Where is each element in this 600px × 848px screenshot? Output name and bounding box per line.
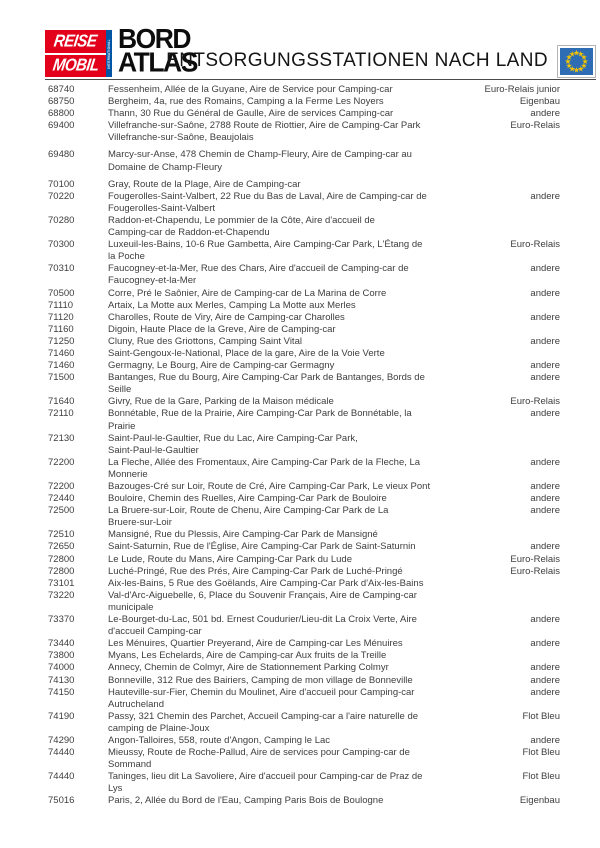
station-description-line: La Fleche, Allée des Fromentaux, Aire Camping-Car Park de la Fleche, La — [108, 456, 421, 468]
station-description-line: Passy, 321 Chemin des Parchet, Accueil Camping-car a l'aire naturelle de — [108, 710, 419, 722]
postal-code: 71500 — [48, 372, 75, 384]
station-description — [108, 120, 484, 144]
table-row — [48, 541, 560, 553]
station-description — [108, 396, 484, 408]
postal-code: 73440 — [48, 638, 75, 650]
postal-code: 72110 — [48, 408, 74, 420]
postal-code: 71250 — [48, 335, 75, 347]
station-description — [108, 96, 484, 108]
station-description — [108, 408, 484, 432]
station-description-line: d'accueil Camping-car — [108, 626, 202, 638]
station-description — [108, 481, 484, 493]
bordatlas-logo-line1: BORD — [118, 22, 191, 55]
postal-code: 74440 — [48, 771, 75, 783]
station-description-line: Camping-car de Raddon-et-Chapendu — [108, 227, 270, 239]
postal-code: 74130 — [48, 674, 75, 686]
station-description-line: Saint-Paul-le-Gaultier — [108, 444, 199, 456]
table-row — [48, 505, 560, 529]
reisemobil-logo-bars — [45, 30, 106, 77]
station-type: Euro-Relais — [510, 239, 560, 251]
table-row — [48, 662, 560, 674]
station-description-line: Bouloire, Chemin des Ruelles, Aire Camping-Car Park de Bouloire — [108, 493, 387, 505]
station-description-line: Fougerolles-Saint-Valbert, 22 Rue du Bas de Laval, Aire de Camping-car de — [108, 190, 427, 202]
station-description — [108, 687, 484, 711]
postal-code: 71120 — [48, 311, 74, 323]
table-row — [48, 493, 560, 505]
station-type: Eigenbau — [519, 795, 560, 807]
station-description-line: Fessenheim, Allée de la Guyane, Aire de Service pour Camping-car — [108, 84, 393, 95]
station-description-line: Digoin, Haute Place de la Greve, Aire de Camping-car — [108, 323, 336, 335]
station-description-line: Germagny, Le Bourg, Aire de Camping-car Germagny — [108, 360, 335, 372]
postal-code: 71460 — [48, 347, 75, 359]
station-description-line: Thann, 30 Rue du Général de Gaulle, Aire de services Camping-car — [108, 108, 394, 120]
postal-code: 74440 — [48, 747, 75, 759]
station-type: Euro-Relais — [510, 120, 560, 132]
postal-code: 73800 — [48, 650, 75, 662]
station-description — [108, 578, 484, 590]
station-type: andere — [530, 614, 560, 626]
postal-code: 72650 — [48, 541, 75, 553]
table-row — [48, 360, 560, 372]
station-description — [108, 771, 484, 795]
station-description — [108, 360, 484, 372]
table-row — [48, 263, 560, 287]
postal-code: 69480 — [48, 149, 75, 161]
station-description-line: Annecy, Chemin de Colmyr, Aire de Stationnement Parking Colmyr — [108, 662, 389, 674]
table-row — [48, 735, 560, 747]
station-description — [108, 650, 484, 662]
station-type: andere — [530, 108, 560, 120]
station-description — [108, 324, 484, 336]
postal-code: 72200 — [48, 456, 75, 468]
postal-code: 70100 — [48, 178, 75, 190]
station-description-line: Saint-Paul-le-Gaultier, Rue du Lac, Aire Camping-Car Park, — [108, 432, 358, 444]
table-row — [48, 614, 560, 638]
postal-code: 71640 — [48, 396, 75, 408]
table-row — [48, 372, 560, 396]
table-row — [48, 120, 560, 144]
bordatlas-logo-line2: ATLAS — [118, 46, 197, 78]
postal-code: 74000 — [48, 662, 75, 674]
table-row — [48, 348, 560, 360]
table-row — [48, 687, 560, 711]
postal-code: 73220 — [48, 589, 75, 601]
table-row — [48, 747, 560, 771]
table-row — [48, 529, 560, 541]
table-row — [48, 396, 560, 408]
table-row — [48, 795, 560, 807]
station-description-line: Givry, Rue de la Gare, Parking de la Maison médicale — [108, 396, 334, 408]
station-description-line: Sommand — [108, 759, 152, 771]
station-type: andere — [530, 493, 560, 505]
table-row — [48, 324, 560, 336]
station-description-line: Villefranche-sur-Saône, Beaujolais — [108, 132, 254, 144]
station-type: andere — [530, 335, 560, 347]
station-description — [108, 711, 484, 735]
station-description — [108, 239, 484, 263]
table-row — [48, 300, 560, 312]
table-row — [48, 566, 560, 578]
station-description-line: Mieussy, Route de Roche-Pallud, Aire de services pour Camping-car de — [108, 747, 410, 759]
postal-code: 70310 — [48, 263, 75, 275]
station-description — [108, 288, 484, 300]
station-description-line: Bergheim, 4a, rue des Romains, Camping a la Ferme Les Noyers — [108, 96, 384, 108]
page-header — [45, 0, 596, 80]
station-description-line: Les Ménuires, Quartier Preyerand, Aire de Camping-car Les Ménuires — [108, 638, 403, 650]
table-row — [48, 179, 560, 191]
station-description — [108, 614, 484, 638]
station-description — [108, 84, 484, 96]
postal-code: 71110 — [48, 299, 74, 311]
table-row — [48, 578, 560, 590]
reisemobil-logo-line2: MOBIL — [45, 55, 106, 78]
station-description-line: Le Lude, Route du Mans, Aire Camping-Car Park du Lude — [108, 553, 352, 565]
station-description-line: Prairie — [108, 420, 136, 432]
station-type: Euro-Relais — [510, 396, 560, 408]
station-description — [108, 795, 484, 807]
reisemobil-logo-line1: REISE — [45, 30, 106, 53]
postal-code: 71460 — [48, 360, 75, 372]
station-description-line: Bonneville, 312 Rue des Bairiers, Camping de mon village de Bonneville — [108, 674, 413, 686]
postal-code: 69400 — [48, 120, 75, 132]
station-description-line: Taninges, lieu dit La Savoliere, Aire d'accueil pour Camping-car de Praz de — [108, 771, 423, 783]
page-title: ENTSORGUNGSSTATIONEN NACH LAND — [166, 50, 548, 71]
postal-code: 70300 — [48, 239, 75, 251]
station-type: andere — [530, 541, 560, 553]
postal-code: 72200 — [48, 481, 75, 492]
table-row — [48, 408, 560, 432]
station-description-line: Gray, Route de la Plage, Aire de Camping-car — [108, 178, 301, 190]
station-description-line: la Poche — [108, 251, 145, 263]
stations-table — [48, 84, 560, 808]
eu-flag-stars — [560, 48, 593, 75]
postal-code: 75016 — [48, 795, 75, 807]
table-row — [48, 336, 560, 348]
station-type: andere — [530, 481, 560, 492]
station-description — [108, 179, 484, 191]
postal-code: 72800 — [48, 565, 75, 577]
station-description — [108, 215, 484, 239]
station-type: Flot Bleu — [522, 771, 560, 783]
postal-code: 71160 — [48, 323, 74, 335]
station-description-line: Seille — [108, 384, 132, 396]
station-description — [108, 312, 484, 324]
station-description-line: Mansigné, Rue du Plessis, Aire Camping-Car Park de Mansigné — [108, 529, 378, 541]
table-row — [48, 288, 560, 300]
table-row — [48, 638, 560, 650]
postal-code: 72500 — [48, 505, 75, 517]
postal-code: 68800 — [48, 108, 75, 120]
postal-code: 72800 — [48, 553, 75, 565]
station-type: Flot Bleu — [522, 747, 560, 759]
station-type: andere — [530, 360, 560, 372]
table-row — [48, 191, 560, 215]
station-description-line: municipale — [108, 601, 154, 613]
station-description — [108, 149, 484, 173]
station-type: Euro-Relais junior — [484, 84, 560, 95]
station-description — [108, 529, 484, 541]
postal-code: 73370 — [48, 614, 75, 626]
station-type: andere — [530, 408, 560, 420]
station-type: Euro-Relais — [510, 553, 560, 565]
postal-code: 74190 — [48, 710, 75, 722]
station-description-line: Hauteville-sur-Fier, Chemin du Moulinet, Aire d'accueil pour Camping-car — [108, 686, 415, 698]
station-description — [108, 566, 484, 578]
station-description-line: Bonnétable, Rue de la Prairie, Aire Camping-Car Park de Bonnétable, la — [108, 408, 412, 420]
station-description — [108, 263, 484, 287]
table-row — [48, 84, 560, 96]
station-description — [108, 191, 484, 215]
postal-code: 72440 — [48, 493, 75, 505]
table-row — [48, 108, 560, 120]
station-description-line: Le-Bourget-du-Lac, 501 bd. Ernest Coudurier/Lieu-dit La Croix Verte, Aire — [108, 614, 417, 626]
postal-code: 70280 — [48, 214, 75, 226]
station-description — [108, 735, 484, 747]
station-type: Flot Bleu — [522, 710, 560, 722]
table-row — [48, 149, 560, 173]
station-description — [108, 747, 484, 771]
station-description-line: Saint-Gengoux-le-National, Place de la gare, Aire de la Voie Verte — [108, 347, 385, 359]
station-description-line: Raddon-et-Chapendu, Le pommier de la Côte, Aire d'accueil de — [108, 214, 375, 226]
table-row — [48, 433, 560, 457]
station-type: andere — [530, 190, 560, 202]
station-description — [108, 457, 484, 481]
station-description-line: Autrucheland — [108, 698, 164, 710]
station-description — [108, 108, 484, 120]
postal-code: 74290 — [48, 734, 75, 746]
station-description-line: Lys — [108, 783, 123, 795]
table-row — [48, 711, 560, 735]
station-description — [108, 336, 484, 348]
station-description-line: Paris, 2, Allée du Bord de l'Eau, Camping Paris Bois de Boulogne — [108, 795, 384, 807]
station-type: andere — [530, 372, 560, 384]
table-row — [48, 650, 560, 662]
postal-code: 70220 — [48, 190, 75, 202]
table-row — [48, 554, 560, 566]
postal-code: 68750 — [48, 96, 75, 108]
table-row — [48, 771, 560, 795]
station-description — [108, 505, 484, 529]
station-description-line: La Bruere-sur-Loir, Route de Chenu, Aire Camping-Car Park de La — [108, 505, 389, 517]
station-description-line: Villefranche-sur-Saône, 2788 Route de Riottier, Aire de Camping-Car Park — [108, 120, 421, 132]
station-description-line: Bantanges, Rue du Bourg, Aire Camping-Car Park de Bantanges, Bords de — [108, 372, 425, 384]
station-description-line: Cluny, Rue des Griottons, Camping Saint Vital — [108, 335, 302, 347]
station-description — [108, 372, 484, 396]
station-type: andere — [530, 263, 560, 275]
station-description — [108, 541, 484, 553]
station-description-line: Bazouges-Cré sur Loir, Route de Cré, Aire Camping-Car Park, Le vieux Pont — [108, 481, 431, 492]
station-type: Eigenbau — [519, 96, 560, 108]
station-description-line: Angon-Talloires, 558, route d'Angon, Camping le Lac — [108, 734, 331, 746]
station-description-line: Aix-les-Bains, 5 Rue des Goëlands, Aire Camping-Car Park d'Aix-les-Bains — [108, 577, 424, 589]
table-row — [48, 675, 560, 687]
table-row — [48, 590, 560, 614]
postal-code: 74150 — [48, 686, 75, 698]
station-description-line: Domaine de Champ-Fleury — [108, 161, 223, 173]
station-description — [108, 348, 484, 360]
station-description — [108, 675, 484, 687]
station-description-line: Charolles, Route de Viry, Aire de Camping-car Charolles — [108, 311, 345, 323]
table-row — [48, 481, 560, 493]
station-type: andere — [530, 686, 560, 698]
station-type: andere — [530, 662, 560, 674]
station-type: andere — [530, 638, 560, 650]
table-row — [48, 239, 560, 263]
station-description — [108, 662, 484, 674]
station-description-line: Marcy-sur-Anse, 478 Chemin de Champ-Fleury, Aire de Camping-car au — [108, 149, 412, 161]
station-description-line: Myans, Les Echelards, Aire de Camping-car Aux fruits de la Treille — [108, 650, 387, 662]
table-row — [48, 457, 560, 481]
table-row — [48, 96, 560, 108]
postal-code: 73101 — [48, 577, 75, 589]
reisemobil-international-label: INTERNATIONAL — [106, 30, 112, 77]
station-description-line: Faucogney-et-la-Mer, Rue des Chars, Aire d'accueil de Camping-car de — [108, 263, 409, 275]
station-description — [108, 590, 484, 614]
station-description-line: Faucogney-et-la-Mer — [108, 275, 197, 287]
station-description-line: camping de Plaine-Joux — [108, 722, 210, 734]
station-description-line: Saint-Saturnin, Rue de l'Église, Aire Camping-Car Park de Saint-Saturnin — [108, 541, 416, 553]
station-description — [108, 300, 484, 312]
station-description-line: Luxeuil-les-Bains, 10-6 Rue Gambetta, Aire Camping-Car Park, L'Étang de — [108, 239, 423, 251]
station-description-line: Fougerolles-Saint-Valbert — [108, 202, 216, 214]
reisemobil-logo — [45, 30, 112, 77]
station-description-line: Corre, Pré le Saônier, Aire de Camping-car de La Marina de Corre — [108, 287, 387, 299]
station-description-line: Val-d'Arc-Aiguebelle, 6, Place du Souvenir Français, Aire de Camping-car — [108, 589, 417, 601]
station-description-line: Artaix, La Motte aux Merles, Camping La Motte aux Merles — [108, 299, 356, 311]
station-description-line: Bruere-sur-Loir — [108, 517, 172, 529]
eu-flag-icon — [557, 45, 596, 78]
station-description-line: Luché-Pringé, Rue des Prés, Aire Camping-Car Park de Luché-Pringé — [108, 565, 403, 577]
station-description — [108, 493, 484, 505]
station-type: andere — [530, 311, 560, 323]
postal-code: 70500 — [48, 287, 75, 299]
postal-code: 72130 — [48, 432, 75, 444]
station-type: andere — [530, 456, 560, 468]
postal-code: 68740 — [48, 84, 75, 95]
station-description — [108, 433, 484, 457]
station-description — [108, 554, 484, 566]
postal-code: 72510 — [48, 529, 75, 541]
station-type: andere — [530, 505, 560, 517]
station-type: andere — [530, 674, 560, 686]
station-type: andere — [530, 734, 560, 746]
station-type: andere — [530, 287, 560, 299]
station-description-line: Monnerie — [108, 468, 148, 480]
station-type: Euro-Relais — [510, 565, 560, 577]
table-row — [48, 312, 560, 324]
station-description — [108, 638, 484, 650]
table-row — [48, 215, 560, 239]
